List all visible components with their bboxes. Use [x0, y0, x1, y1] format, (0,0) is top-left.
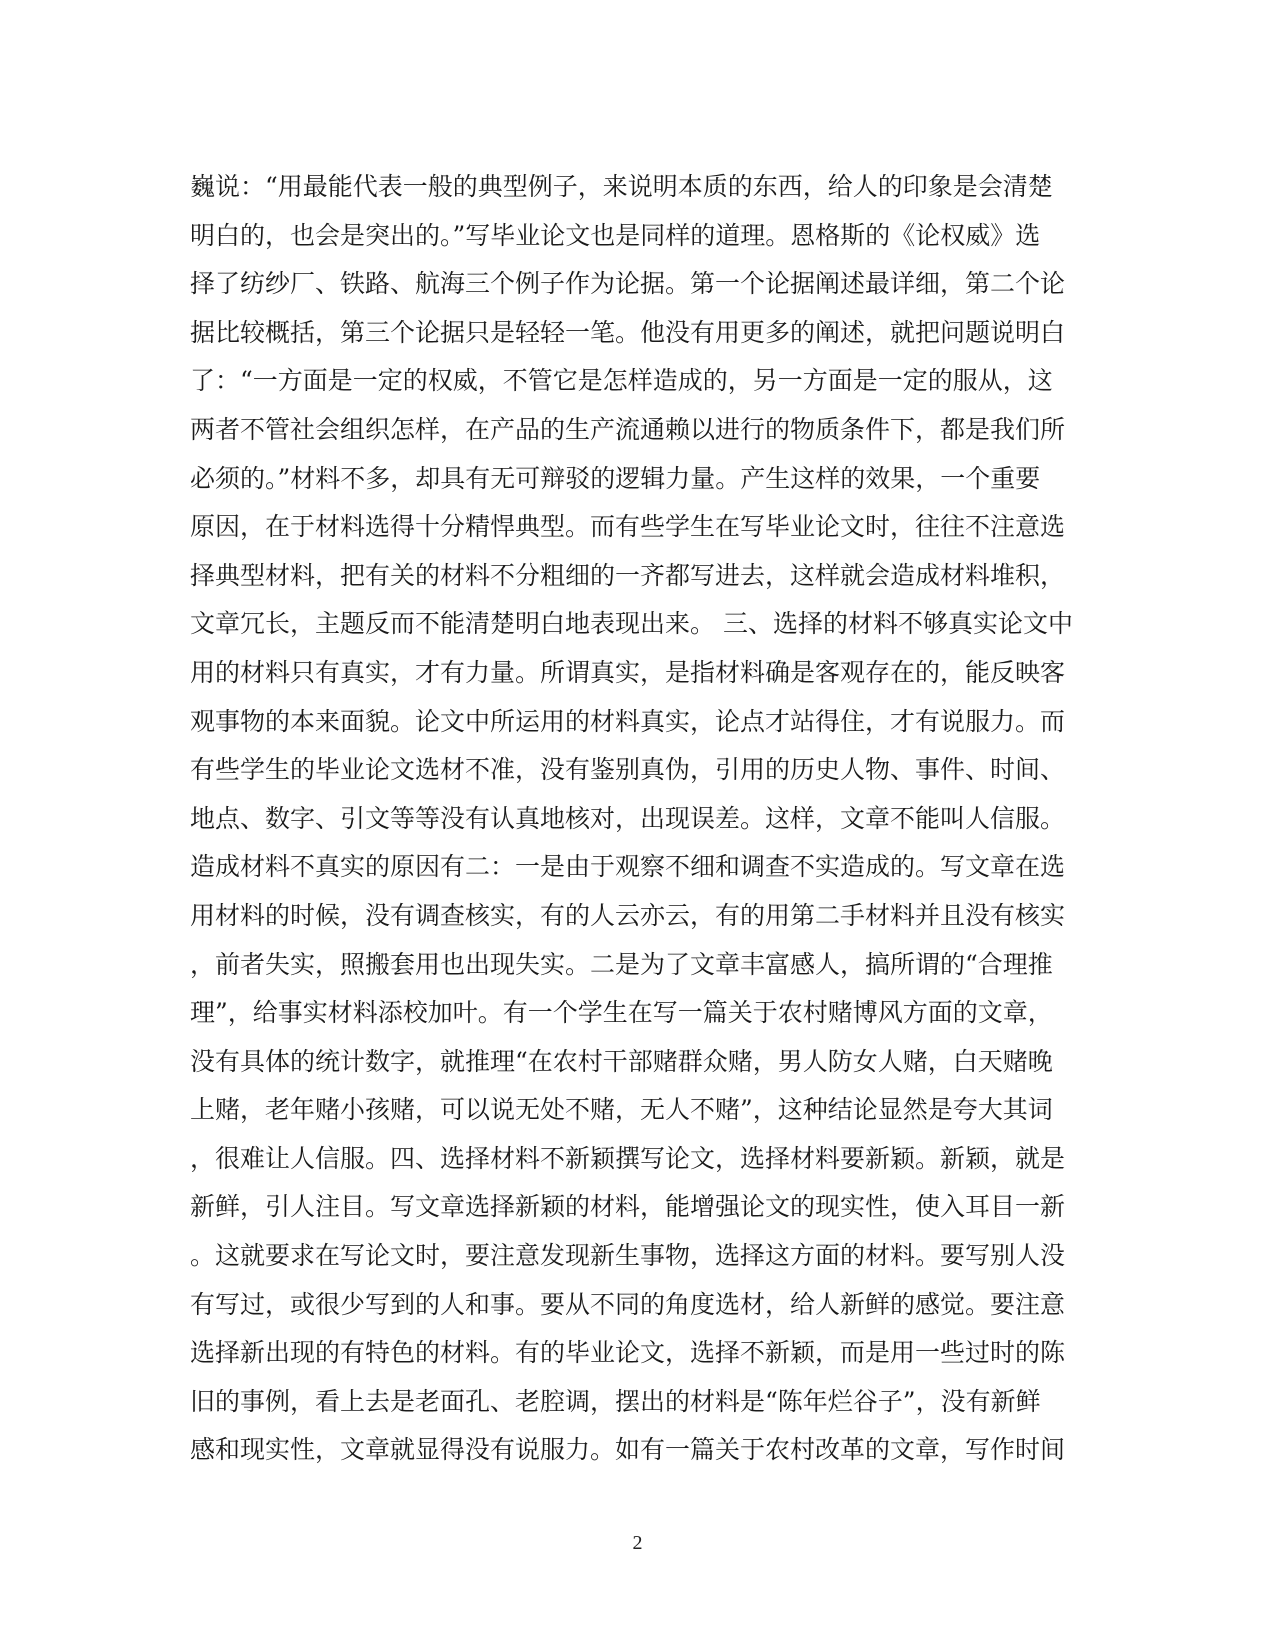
- text-line: 没有具体的统计数字，就推理“在农村干部赌群众赌，男人防女人赌，白天赌晚: [190, 1046, 1053, 1076]
- text-line: 上赌，老年赌小孩赌，可以说无处不赌，无人不赌”，这种结论显然是夸大其词: [190, 1095, 1053, 1125]
- text-line: ，很难让人信服。四、选择材料不新颖撰写论文，选择材料要新颖。新颖，就是: [190, 1143, 1066, 1173]
- text-line: 用材料的时候，没有调查核实，有的人云亦云，有的用第二手材料并且没有核实: [190, 900, 1066, 930]
- text-line: 原因，在于材料选得十分精悍典型。而有些学生在写毕业论文时，往往不注意选: [190, 512, 1066, 542]
- text-line: 感和现实性，文章就显得没有说服力。如有一篇关于农村改革的文章，写作时间: [190, 1435, 1066, 1465]
- text-line: 观事物的本来面貌。论文中所运用的材料真实，论点才站得住，才有说服力。而: [190, 706, 1066, 736]
- body-text: [190, 163, 1090, 1475]
- text-line: 明白的，也会是突出的。”写毕业论文也是同样的道理。恩格斯的《论权威》选: [190, 220, 1041, 250]
- text-line: 理”，给事实材料添校加叶。有一个学生在写一篇关于农村赌博风方面的文章，: [190, 998, 1053, 1028]
- text-line: 必须的。”材料不多，却具有无可辩驳的逻辑力量。产生这样的效果，一个重要: [190, 463, 1041, 493]
- text-line: 文章冗长，主题反而不能清楚明白地表现出来。 三、选择的材料不够真实论文中: [190, 609, 1073, 639]
- text-line: 地点、数字、引文等等没有认真地核对，出现误差。这样，文章不能叫人信服。: [190, 803, 1066, 833]
- page-number: 2: [632, 1532, 643, 1554]
- text-line: 两者不管社会组织怎样，在产品的生产流通赖以进行的物质条件下，都是我们所: [190, 414, 1066, 444]
- text-line: 巍说：“用最能代表一般的典型例子，来说明本质的东西，给人的印象是会清楚: [190, 172, 1053, 201]
- text-line: 旧的事例，看上去是老面孔、老腔调，摆出的材料是“陈年烂谷子”，没有新鲜: [190, 1386, 1041, 1416]
- text-line: 择了纺纱厂、铁路、航海三个例子作为论据。第一个论据阐述最详细，第二个论: [190, 269, 1066, 299]
- text-line: 择典型材料，把有关的材料不分粗细的一齐都写进去，这样就会造成材料堆积，: [190, 560, 1066, 590]
- text-line: 用的材料只有真实，才有力量。所谓真实，是指材料确是客观存在的，能反映客: [190, 657, 1066, 687]
- text-line: 选择新出现的有特色的材料。有的毕业论文，选择不新颖，而是用一些过时的陈: [190, 1338, 1066, 1368]
- text-line: 据比较概括，第三个论据只是轻轻一笔。他没有用更多的阐述，就把问题说明白: [190, 317, 1066, 347]
- text-line: 造成材料不真实的原因有二：一是由于观察不细和调查不实造成的。写文章在选: [190, 852, 1066, 882]
- text-line: 有些学生的毕业论文选材不准，没有鉴别真伪，引用的历史人物、事件、时间、: [190, 755, 1066, 785]
- text-line: 。这就要求在写论文时，要注意发现新生事物，选择这方面的材料。要写别人没: [190, 1241, 1066, 1271]
- text-line: 了：“一方面是一定的权威，不管它是怎样造成的，另一方面是一定的服从，这: [190, 366, 1053, 396]
- text-line: ，前者失实，照搬套用也出现失实。二是为了文章丰富感人，搞所谓的“合理推: [190, 949, 1053, 979]
- text-line: 有写过，或很少写到的人和事。要从不同的角度选材，给人新鲜的感觉。要注意: [190, 1289, 1066, 1319]
- text-line: 新鲜，引人注目。写文章选择新颖的材料，能增强论文的现实性，使入耳目一新: [190, 1192, 1066, 1222]
